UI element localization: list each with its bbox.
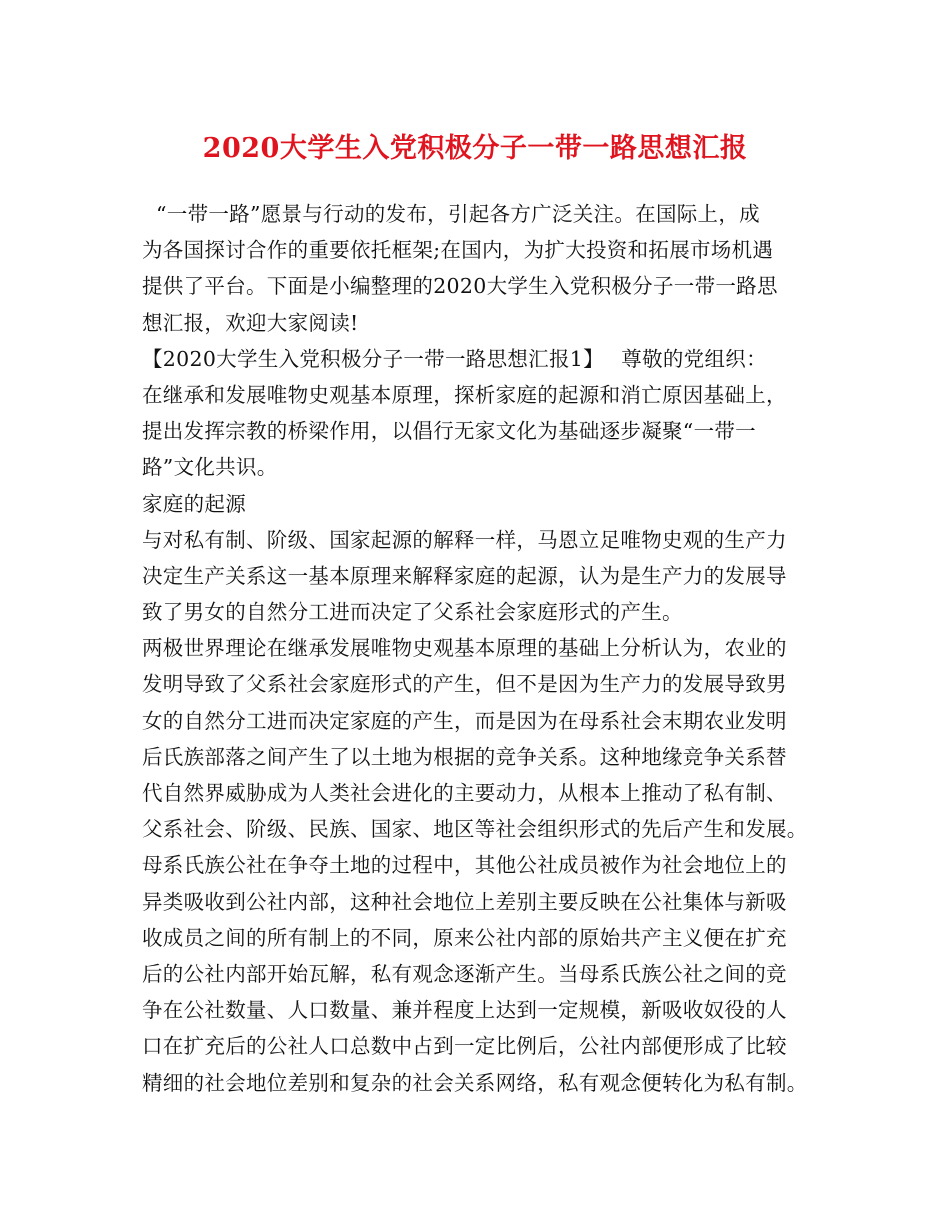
text-line: 后的公社内部开始瓦解，私有观念逐渐产生。当母系氏族公社之间的竞 — [142, 961, 787, 986]
text-line: 与对私有制、阶级、国家起源的解释一样，马恩立足唯物史观的生产力 — [142, 527, 787, 552]
text-line: 精细的社会地位差别和复杂的社会关系网络，私有观念便转化为私有制。 — [142, 1070, 808, 1095]
text-line: 致了男女的自然分工进而决定了父系社会家庭形式的产生。 — [142, 600, 683, 625]
text-line: 父系社会、阶级、民族、国家、地区等社会组织形式的先后产生和发展。 — [142, 817, 808, 842]
text-line: 提供了平台。下面是小编整理的2020大学生入党积极分子一带一路思 — [142, 274, 778, 299]
text-line: 争在公社数量、人口数量、兼并程度上达到一定规模，新吸收奴役的人 — [142, 998, 787, 1023]
page-title: 2020大学生入党积极分子一带一路思想汇报 — [202, 133, 748, 164]
subheading-line: 家庭的起源 — [142, 491, 246, 516]
text-line: 为各国探讨合作的重要依托框架;在国内，为扩大投资和拓展市场机遇 — [142, 238, 774, 263]
text-line: 口在扩充后的公社人口总数中占到一定比例后，公社内部便形成了比较 — [142, 1034, 787, 1059]
text-line: 两极世界理论在继承发展唯物史观基本原理的基础上分析认为，农业的 — [142, 636, 787, 661]
text-line: 异类吸收到公社内部，这种社会地位上差别主要反映在公社集体与新吸 — [142, 889, 787, 914]
text-line: 想汇报，欢迎大家阅读! — [142, 310, 359, 335]
text-line: 收成员之间的所有制上的不同，原来公社内部的原始共产主义便在扩充 — [142, 925, 787, 950]
text-line: 母系氏族公社在争夺土地的过程中，其他公社成员被作为社会地位上的 — [142, 853, 787, 878]
text-line: 提出发挥宗教的桥梁作用，以倡行无家文化为基础逐步凝聚“一带一 — [142, 419, 756, 444]
document-body — [142, 196, 832, 1101]
text-line: 代自然界威胁成为人类社会进化的主要动力，从根本上推动了私有制、 — [142, 781, 787, 805]
text-line: 在继承和发展唯物史观基本原理，探析家庭的起源和消亡原因基础上， — [142, 382, 787, 407]
text-line: 路”文化共识。 — [142, 455, 278, 480]
section-heading-line: 【2020大学生入党积极分子一带一路思想汇报1】 尊敬的党组织： — [142, 346, 767, 371]
text-line: 女的自然分工进而决定家庭的产生，而是因为在母系社会末期农业发明 — [142, 708, 787, 733]
text-line: “一带一路”愿景与行动的发布，引起各方广泛关注。在国际上，成 — [156, 202, 760, 226]
text-line: 发明导致了父系社会家庭形式的产生，但不是因为生产力的发展导致男 — [142, 672, 787, 697]
text-line: 决定生产关系这一基本原理来解释家庭的起源，认为是生产力的发展导 — [142, 563, 787, 588]
text-line: 后氏族部落之间产生了以土地为根据的竞争关系。这种地缘竞争关系替 — [142, 744, 787, 769]
